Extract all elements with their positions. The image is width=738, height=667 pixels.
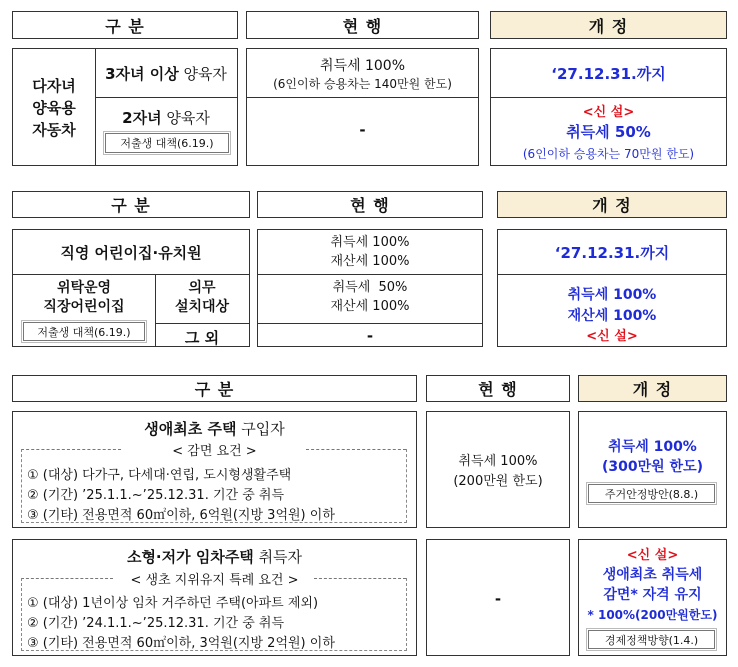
t3-sec2-item: ③ (기타) 전용면적 60㎡이하, 3억원(지방 2억원) 이하 bbox=[27, 636, 335, 651]
t3-sec1-current-cell bbox=[426, 411, 570, 528]
t3-header-category bbox=[12, 375, 417, 402]
header-label: 현 행 bbox=[342, 16, 383, 36]
t3-sec2-revised-line2: 감면* 자격 유지 bbox=[603, 587, 702, 603]
t1-current-line1: 취득세 100% bbox=[319, 58, 406, 74]
t3-sec2-revised-line1: 생애최초 취득세 bbox=[602, 567, 703, 583]
t3-sec1-revised-line1: 취득세 100% bbox=[608, 439, 697, 455]
t3-sec1-title bbox=[13, 418, 416, 439]
plain-text: 취득자 bbox=[253, 548, 303, 566]
t3-sec2-current: - bbox=[494, 590, 502, 608]
t1-current-line2: (6인이하 승용차는 140만원 한도) bbox=[273, 77, 452, 91]
t2-current-row3: - bbox=[366, 327, 374, 345]
header-label: 현 행 bbox=[350, 196, 390, 215]
t3-sec2-current-cell bbox=[426, 539, 570, 656]
t2-header-current bbox=[257, 191, 483, 218]
t2-row2-label: 위탁운영 직장어린이집 bbox=[43, 280, 125, 315]
t1-header-current bbox=[246, 11, 479, 39]
t3-sec2-revised-cell bbox=[578, 539, 727, 656]
t2-revised-cell bbox=[497, 229, 727, 347]
t3-sec1-category-cell bbox=[12, 411, 417, 528]
t3-sec2-policy-tag: 경제정책방향(1.4.) bbox=[588, 630, 715, 649]
bold-text: 3자녀 이상 bbox=[105, 65, 179, 83]
t3-sec2-item: ① (대상) 1년이상 임차 거주하던 주택(아파트 제외) bbox=[27, 596, 319, 611]
t3-sec1-policy-tag: 주거안정방안(8.8.) bbox=[588, 484, 715, 503]
t3-sec2-category-cell bbox=[12, 539, 417, 656]
header-label: 구 분 bbox=[105, 16, 145, 36]
bold-text: 생애최초 주택 bbox=[144, 420, 237, 438]
bold-text: 2자녀 bbox=[122, 109, 162, 127]
t1-category-label: 다자녀 양육용 자동차 bbox=[32, 77, 76, 139]
t1-revised-note: (6인이하 승용차는 70만원 한도) bbox=[522, 147, 695, 161]
t1-category-cell bbox=[12, 48, 238, 166]
plain-text: 양육자 bbox=[178, 65, 227, 83]
t1-row2-label bbox=[95, 107, 237, 128]
t3-sec1-item: ② (기간) ’25.1.1.~’25.12.31. 기간 중 취득 bbox=[27, 488, 285, 503]
header-label: 구 분 bbox=[194, 380, 235, 399]
t2-revised-line1: 취득세 100% bbox=[567, 287, 657, 303]
header-label: 개 정 bbox=[632, 380, 673, 399]
plain-text: 양육자 bbox=[161, 109, 210, 127]
t2-current-cell bbox=[257, 229, 483, 347]
t3-sec1-item: ① (대상) 다가구, 다세대·연립, 도시형생활주택 bbox=[27, 468, 292, 483]
t3-sec1-subtitle: < 감면 요건 > bbox=[172, 444, 257, 459]
t3-sec2-revised-new: <신 설> bbox=[626, 548, 679, 563]
t2-row1-label: 직영 어린이집·유치원 bbox=[60, 244, 202, 262]
t2-sub2-label: 그 외 bbox=[184, 329, 220, 347]
t3-header-current bbox=[426, 375, 570, 402]
header-label: 구 분 bbox=[111, 196, 151, 215]
t3-sec2-revised-note: * 100%(200만원한도) bbox=[587, 608, 718, 622]
t2-current-row2: 취득세 50% 재산세 100% bbox=[330, 280, 410, 314]
t3-sec2-subtitle: < 생초 지위유지 특례 요건 > bbox=[130, 573, 299, 588]
t3-sec1-revised-line2: (300만원 한도) bbox=[602, 459, 703, 475]
header-label: 개 정 bbox=[592, 196, 632, 215]
plain-text: 구입자 bbox=[236, 420, 285, 438]
t2-header-revised bbox=[497, 191, 727, 218]
t1-revised-new: <신 설> bbox=[582, 105, 635, 120]
bold-text: 소형·저가 임차주택 bbox=[126, 548, 254, 566]
t1-policy-tag: 저출생 대책(6.19.) bbox=[105, 133, 229, 153]
t2-policy-tag: 저출생 대책(6.19.) bbox=[23, 322, 145, 341]
t2-sub1-label: 의무 설치대상 bbox=[174, 280, 230, 315]
t2-revised-new: <신 설> bbox=[586, 329, 638, 344]
t3-sec1-item: ③ (기타) 전용면적 60㎡이하, 6억원(지방 3억원) 이하 bbox=[27, 508, 335, 523]
t1-current-row2: - bbox=[359, 121, 366, 139]
t1-revised-tax: 취득세 50% bbox=[566, 123, 651, 141]
header-label: 현 행 bbox=[478, 380, 518, 399]
t1-header-revised bbox=[490, 11, 727, 39]
t3-sec1-revised-cell bbox=[578, 411, 727, 528]
t2-category-cell bbox=[12, 229, 250, 347]
t1-header-category bbox=[12, 11, 238, 39]
t3-sec2-title bbox=[13, 546, 416, 567]
t3-header-revised bbox=[578, 375, 727, 402]
header-label: 개 정 bbox=[588, 16, 629, 36]
t1-revised-cell bbox=[490, 48, 727, 166]
t1-revised-row1: ‘27.12.31.까지 bbox=[551, 65, 666, 83]
t2-current-row1: 취득세 100% 재산세 100% bbox=[330, 235, 410, 269]
t1-current-cell bbox=[246, 48, 479, 166]
t3-sec1-current: 취득세 100% (200만원 한도) bbox=[453, 454, 543, 489]
t2-revised-row1: ‘27.12.31.까지 bbox=[554, 244, 670, 262]
t2-header-category bbox=[12, 191, 250, 218]
t3-sec2-item: ② (기간) ’24.1.1.~’25.12.31. 기간 중 취득 bbox=[27, 616, 285, 631]
t1-row1-label bbox=[95, 63, 237, 84]
t2-revised-line2: 재산세 100% bbox=[567, 308, 657, 324]
